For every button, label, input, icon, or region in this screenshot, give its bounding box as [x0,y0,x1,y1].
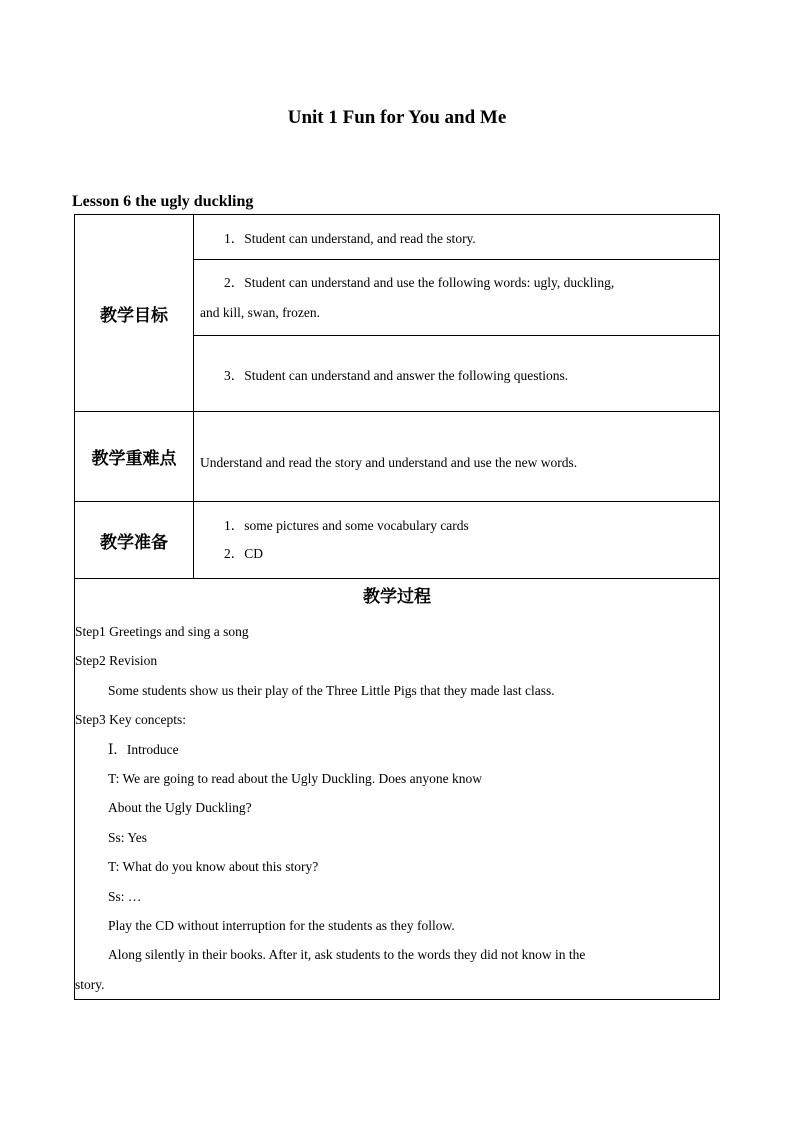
process-line: Along silently in their books. After it, ask students to the words they did not know in the [108,947,586,963]
process-line: T: We are going to read about the Ugly Duckling. Does anyone know [108,771,483,787]
key-points-label: 教学重难点 [75,412,194,502]
preparation-label: 教学准备 [75,502,194,579]
process-line: Ss: Yes [108,829,148,845]
process-title: 教学过程 [363,587,431,607]
preparation-item-2: 2．CD [224,546,264,561]
process-line: Step2 Revision [75,653,158,669]
objective-1-cell [194,215,720,260]
lesson-heading: Lesson 6 the ugly duckling [72,193,254,210]
process-line: Play the CD without interruption for the students as they follow. [108,918,455,934]
objective-2-cell [194,260,720,336]
key-points-text: Understand and read the story and understand and use the new words. [200,454,578,470]
preparation-item-1: 1．some pictures and some vocabulary cards [224,518,469,533]
objective-3-cell [194,336,720,412]
lesson-plan-table [74,214,720,1000]
process-line: T: What do you know about this story? [108,859,319,875]
process-line: Some students show us their play of the Three Little Pigs that they made last class. [108,682,555,698]
process-line: Step3 Key concepts: [75,712,186,728]
document-title: Unit 1 Fun for You and Me [287,107,507,128]
objective-2 [194,268,719,328]
preparation-cell [194,502,720,579]
process-line: About the Ugly Duckling? [108,800,252,816]
process-cell [75,579,720,1000]
objective-2-line-1: 2．Student can understand and use the following words: ugly, duckling, [224,274,615,290]
objective-3: 3．Student can understand and answer the following questions. [224,367,569,383]
objectives-label: 教学目标 [75,215,194,412]
process-line: story. [75,976,105,992]
process-line: Step1 Greetings and sing a song [75,624,249,639]
process-line: Ss: … [108,888,142,904]
objective-2-line-2: and kill, swan, frozen. [200,304,320,320]
process-line: Ⅰ．Introduce [108,741,179,757]
key-points-cell [194,412,720,502]
objective-1: 1．Student can understand, and read the story. [224,231,476,246]
